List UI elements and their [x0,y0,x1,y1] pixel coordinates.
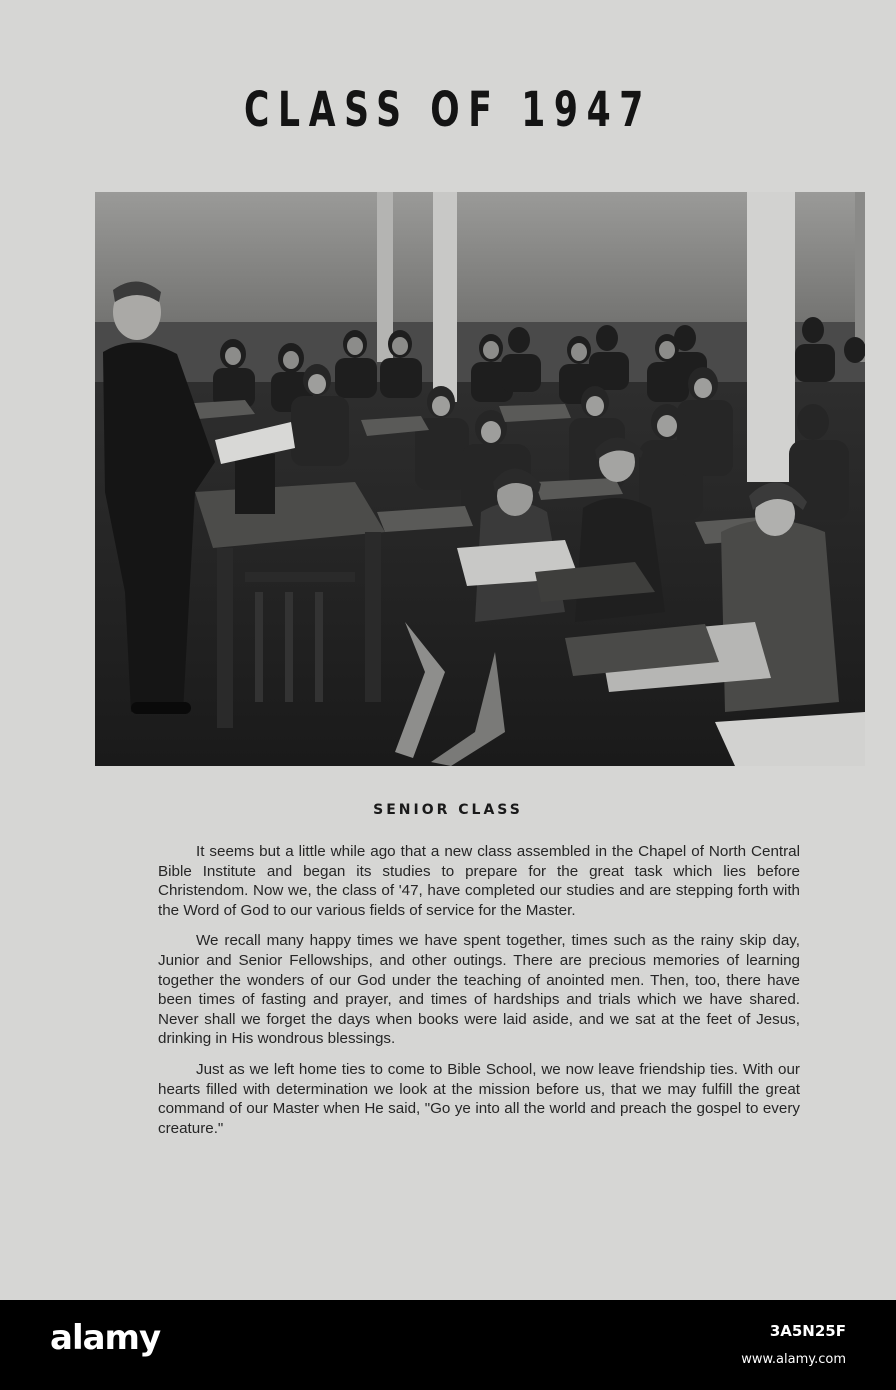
paragraph-1: It seems but a little while ago that a new class assembled in the Chapel of North Central Bible Institute and began its studies to prepare for the great task which lies before Christendom. Now we, the class of '47, have completed our studies and are stepping forth with the Word of God to our various fields of service for the Master. [158,843,800,919]
section-heading: SENIOR CLASS [373,802,523,818]
classroom-photo-illustration [95,192,865,766]
body-text [158,842,800,1149]
alamy-logo: alamy [50,1318,161,1358]
site-url: www.alamy.com [741,1352,846,1367]
paragraph-3: Just as we left home ties to come to Bible School, we now leave friendship ties. With our hearts filled with determination we look at the mission before us, that we may fulfill the great command of our Master when He said, "Go ye into all the world and preach the gospel to every creature." [158,1060,800,1137]
classroom-photo [95,192,865,766]
paragraph-2: We recall many happy times we have spent together, times such as the rainy skip day, Junior and Senior Fellowships, and other outings. There are precious memories of learning together the wonders of our God under the teaching of anointed men. Then, too, there have been times of fasting and prayer, and times of hardships and trials which we have shared. Never shall we forget the days when books were laid aside, and we sat at the feet of Jesus, drinking in His wondrous blessings. [158,932,800,1048]
page-title: CLASS OF 1947 [244,82,652,138]
image-id: 3A5N25F [769,1322,846,1340]
